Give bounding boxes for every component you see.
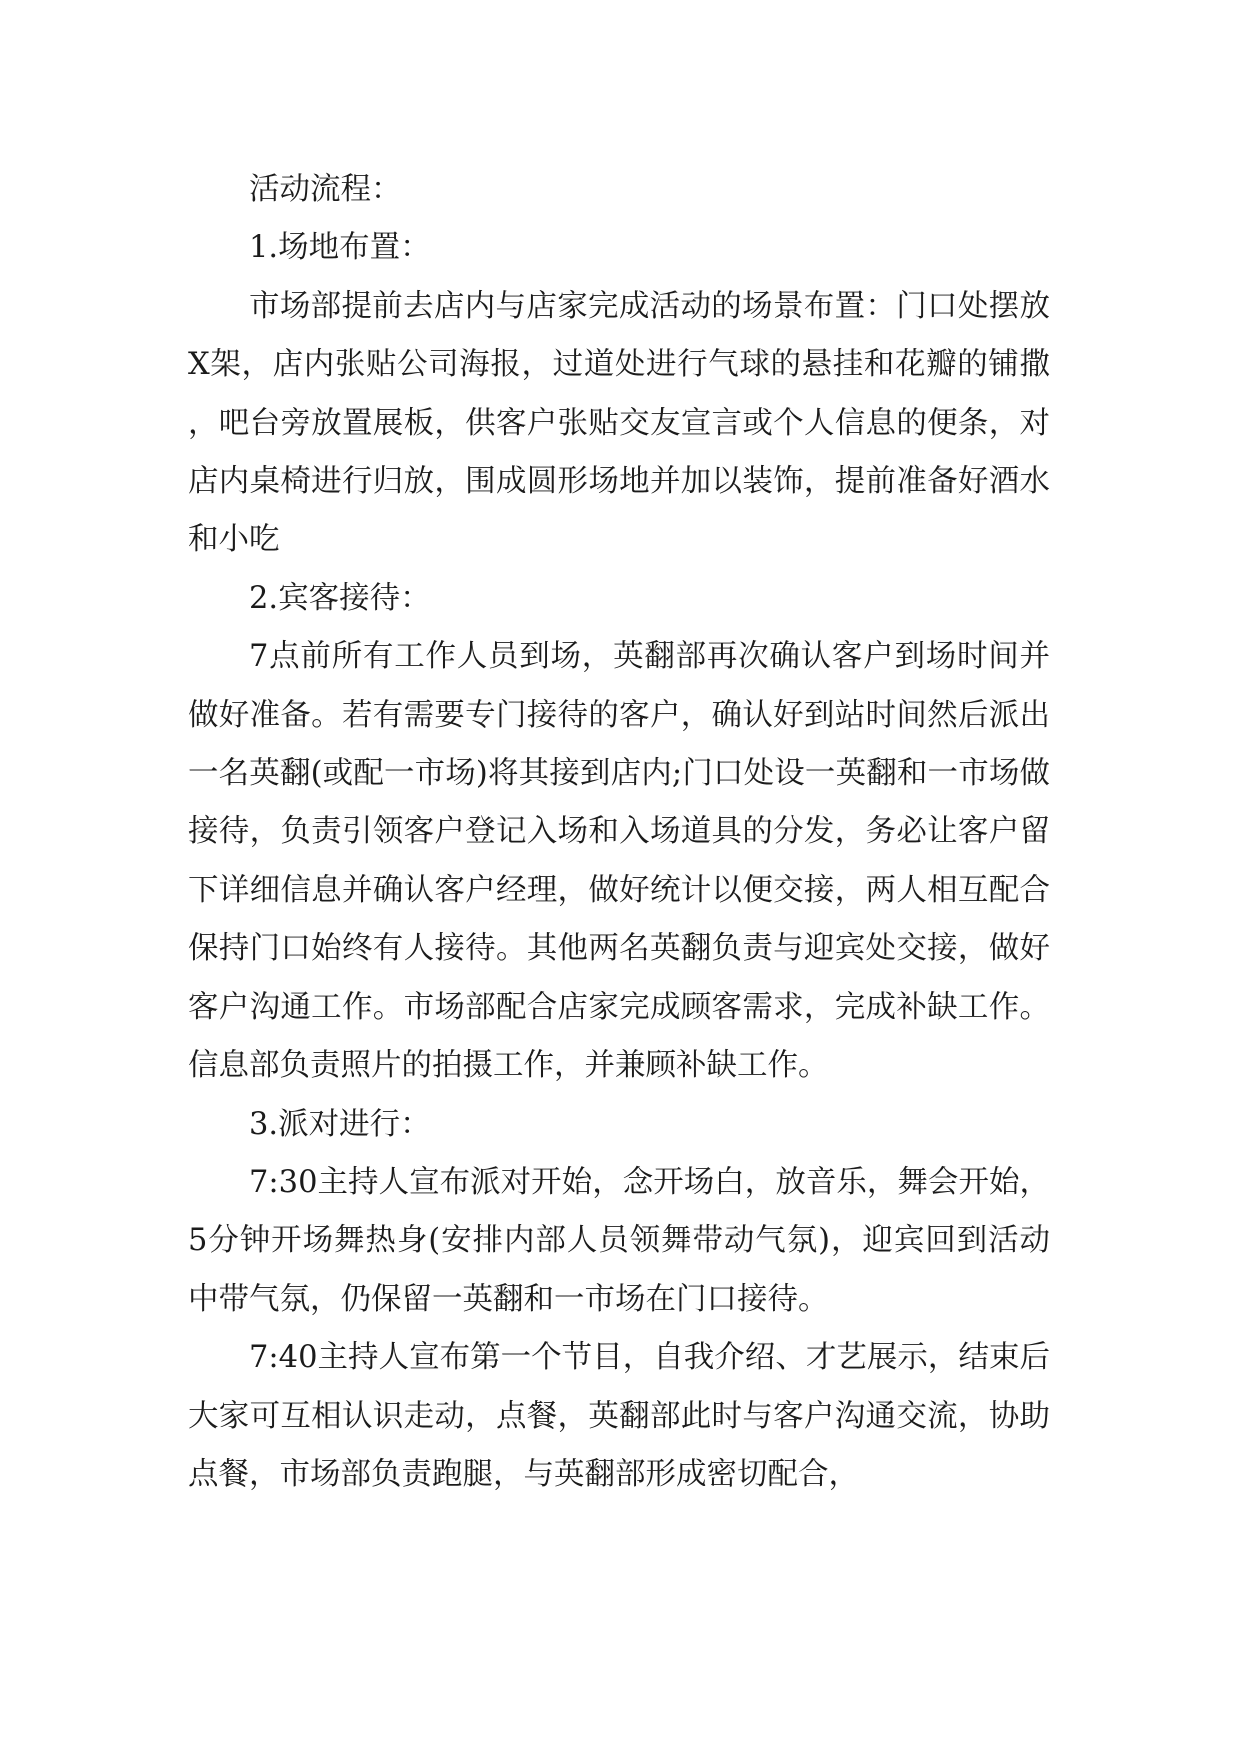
paragraph-party-start: 7:30主持人宣布派对开始，念开场白，放音乐，舞会开始，5分钟开场舞热身(安排内部人员领舞带动气氛)，迎宾回到活动中带气氛，仍保留一英翻和一市场在门口接待。 [188, 1164, 1050, 1317]
section-title-activity-flow: 活动流程： [249, 172, 402, 207]
subheading-guest-reception: 2.宾客接待： [249, 580, 431, 616]
subheading-venue-setup: 1.场地布置： [249, 230, 431, 266]
paragraph-guest-reception: 7点前所有工作人员到场，英翻部再次确认客户到场时间并做好准备。若有需要专门接待的客户，确认好到站时间然后派出一名英翻(或配一市场)将其接到店内;门口处设一英翻和一市场做接待，负责引领客户登记入场和入场道具的分发，务必让客户留下详细信息并确认客户经理，做好统计以便交接，两人相互配合保持门口始终有人接待。其他两名英翻负责与迎宾处交接，做好客户沟通工作。市场部配合店家完成顾客需求，完成补缺工作。信息部负责照片的拍摄工作，并兼顾补缺工作。 [188, 639, 1050, 1084]
paragraph-venue-setup: 市场部提前去店内与店家完成活动的场景布置：门口处摆放X架，店内张贴公司海报，过道处进行气球的悬挂和花瓣的铺撒，吧台旁放置展板，供客户张贴交友宣言或个人信息的便条，对店内桌椅进行归放，围成圆形场地并加以装饰，提前准备好酒水和小吃 [188, 288, 1050, 558]
paragraph-first-program: 7:40主持人宣布第一个节目，自我介绍、才艺展示，结束后大家可互相认识走动，点餐，英翻部此时与客户沟通交流，协助点餐，市场部负责跑腿，与英翻部形成密切配合， [188, 1340, 1050, 1492]
subheading-party-progress: 3.派对进行： [249, 1106, 431, 1142]
document-body [188, 161, 1050, 1504]
